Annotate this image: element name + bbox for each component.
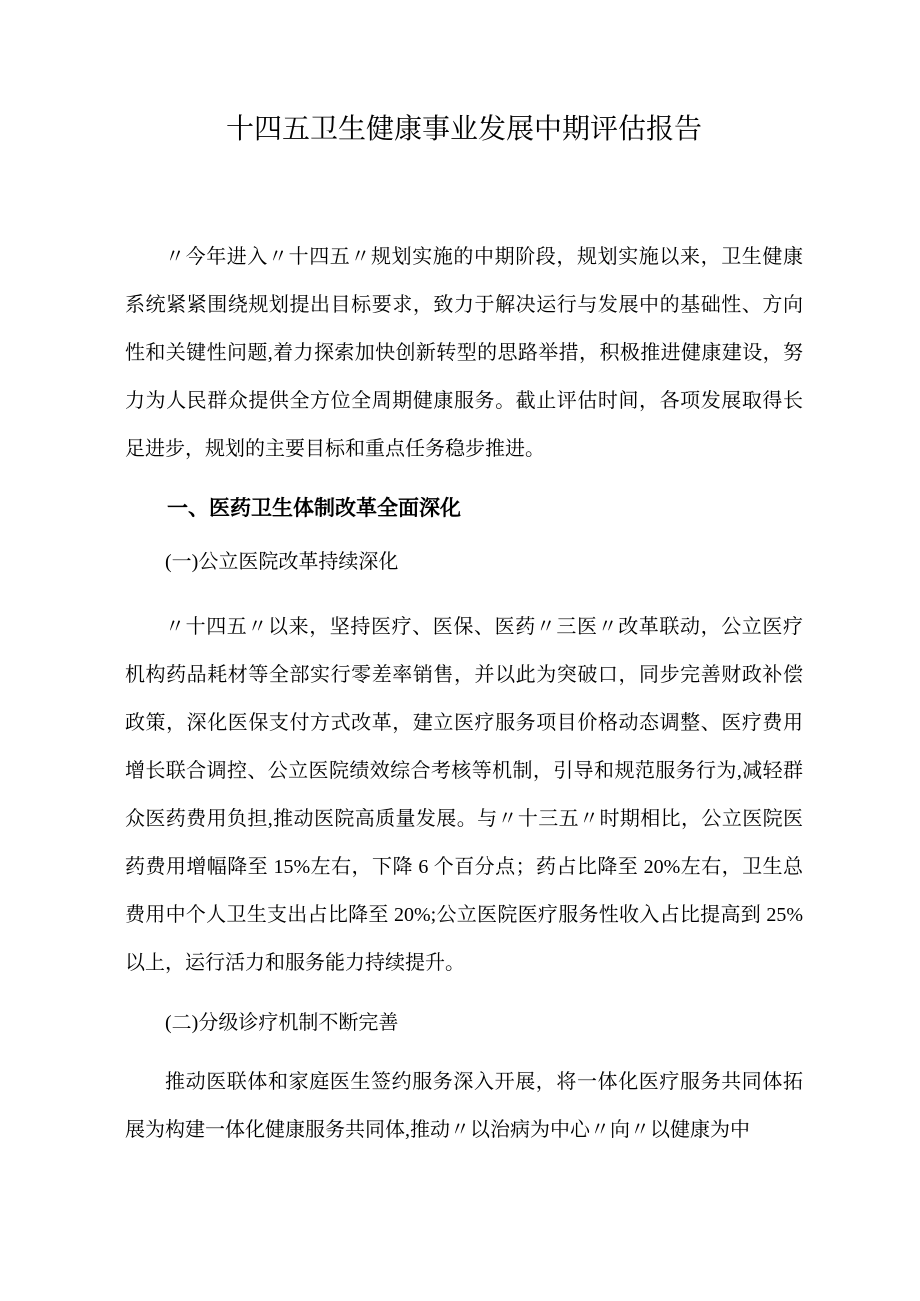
document-content: [0, 112, 920, 1154]
subsection-1-1-paragraph: 〃十四五〃以来，坚持医疗、医保、医药〃三医〃改革联动，公立医疗机构药品耗材等全部实行零差率销售，并以此为突破口，同步完善财政补偿政策，深化医保支付方式改革，建立医疗服务项目价格动态调整、医疗费用增长联合调控、公立医院绩效综合考核等机制，引导和规范服务行为,减轻群众医药费用负担,推动医院高质量发展。与〃十三五〃时期相比，公立医院医药费用增幅降至 15%左右，下降 6 个百分点；药占比降至 20%左右，卫生总费用中个人卫生支出占比降至 20%;公立医院医疗服务性收入占比提高到 25%以上，运行活力和服务能力持续提升。: [125, 616, 803, 974]
section-1-heading: 一、医药卫生体制改革全面深化: [167, 496, 461, 520]
subsection-1-2-paragraph: 推动医联体和家庭医生签约服务深入开展，将一体化医疗服务共同体拓展为构建一体化健康服务共同体,推动〃以治病为中心〃向〃以健康为中: [125, 1071, 803, 1141]
document-title: 十四五卫生健康事业发展中期评估报告: [225, 114, 702, 145]
subsection-1-2-heading: (二)分级诊疗机制不断完善: [165, 1012, 399, 1034]
intro-paragraph: 〃今年进入〃十四五〃规划实施的中期阶段，规划实施以来，卫生健康系统紧紧围绕规划提出目标要求，致力于解决运行与发展中的基础性、方向性和关键性问题,着力探索加快创新转型的思路举措，积极推进健康建设，努力为人民群众提供全方位全周期健康服务。截止评估时间，各项发展取得长足进步，规划的主要目标和重点任务稳步推进。: [125, 246, 803, 460]
subsection-1-1-heading: (一)公立医院改革持续深化: [165, 551, 399, 573]
